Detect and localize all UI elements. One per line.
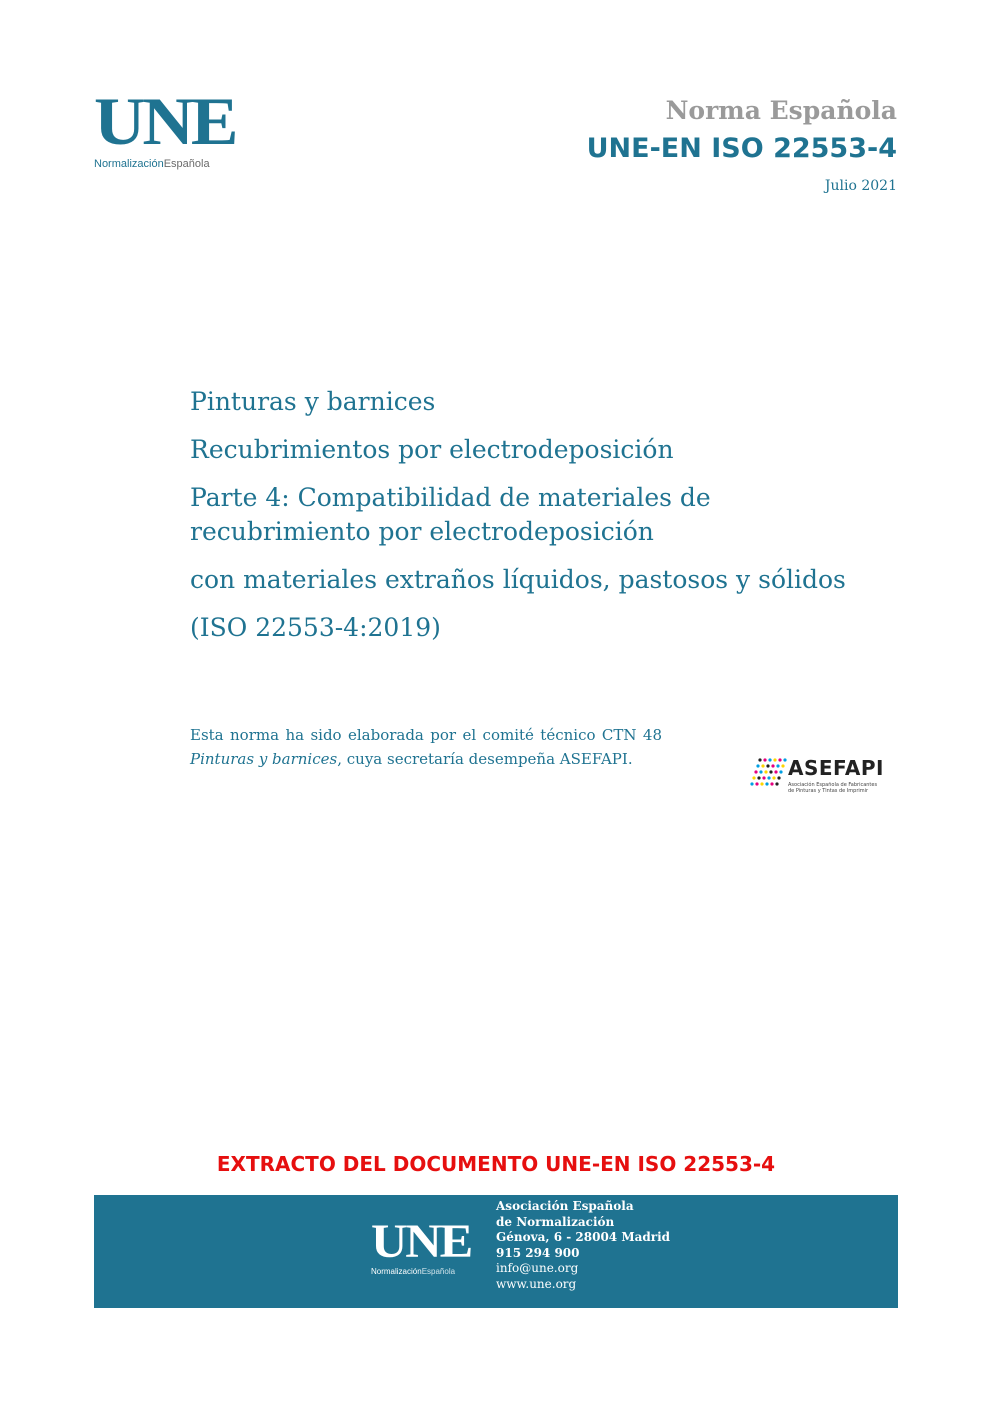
publication-date: Julio 2021 (824, 178, 897, 194)
logo-sub-primary: Normalización (94, 158, 164, 170)
footer-logo-sub-primary: Normalización (371, 1267, 422, 1276)
committee-statement (190, 723, 662, 771)
footer-phone: 915 294 900 (496, 1245, 580, 1260)
title-line-2: Recubrimientos por electrodeposición (190, 435, 674, 464)
asefapi-logo (748, 756, 884, 794)
committee-text-before: Esta norma ha sido elaborada por el comité técnico CTN 48 (190, 726, 662, 744)
standard-header (587, 95, 897, 197)
footer-org-line-2: de Normalización (496, 1214, 615, 1229)
footer-logo-text: UNE (371, 1215, 472, 1268)
une-logo (94, 83, 244, 170)
footer-banner (94, 1195, 898, 1308)
une-logo-text: UNE (94, 83, 236, 159)
asefapi-subtitle: Asociación Española de Fabricantes de Pinturas y Tintas de Imprimir (788, 782, 878, 794)
footer-contact-info (496, 1199, 670, 1292)
title-line-1: Pinturas y barnices (190, 387, 436, 416)
document-titles (190, 385, 890, 645)
footer-org-line-1: Asociación Española (496, 1199, 634, 1213)
title-line-4: con materiales extraños líquidos, pastosos y sólidos (190, 565, 846, 594)
footer-address: Génova, 6 - 28004 Madrid (496, 1230, 671, 1244)
footer-email[interactable]: info@une.org (496, 1261, 579, 1275)
standard-code: UNE-EN ISO 22553-4 (586, 133, 897, 164)
une-logo-subtitle (94, 158, 244, 170)
committee-text-after: , cuya secretaría desempeña ASEFAPI. (337, 750, 633, 768)
title-line-3b: recubrimiento por electrodeposición (190, 517, 654, 546)
asefapi-dots-icon (748, 756, 788, 790)
asefapi-name: ASEFAPI (788, 756, 884, 780)
footer-logo-sub-secondary: Española (421, 1267, 456, 1276)
footer-web[interactable]: www.une.org (496, 1276, 577, 1291)
logo-sub-secondary: Española (163, 158, 210, 170)
footer-logo-subtitle (371, 1267, 466, 1276)
extract-label: EXTRACTO DEL DOCUMENTO UNE-EN ISO 22553-4 (216, 1152, 776, 1176)
title-line-5: (ISO 22553-4:2019) (190, 613, 441, 642)
committee-name: Pinturas y barnices (190, 750, 338, 768)
standard-type-label: Norma Española (665, 96, 897, 125)
title-line-3a: Parte 4: Compatibilidad de materiales de (190, 483, 711, 512)
footer-une-logo (371, 1215, 472, 1276)
